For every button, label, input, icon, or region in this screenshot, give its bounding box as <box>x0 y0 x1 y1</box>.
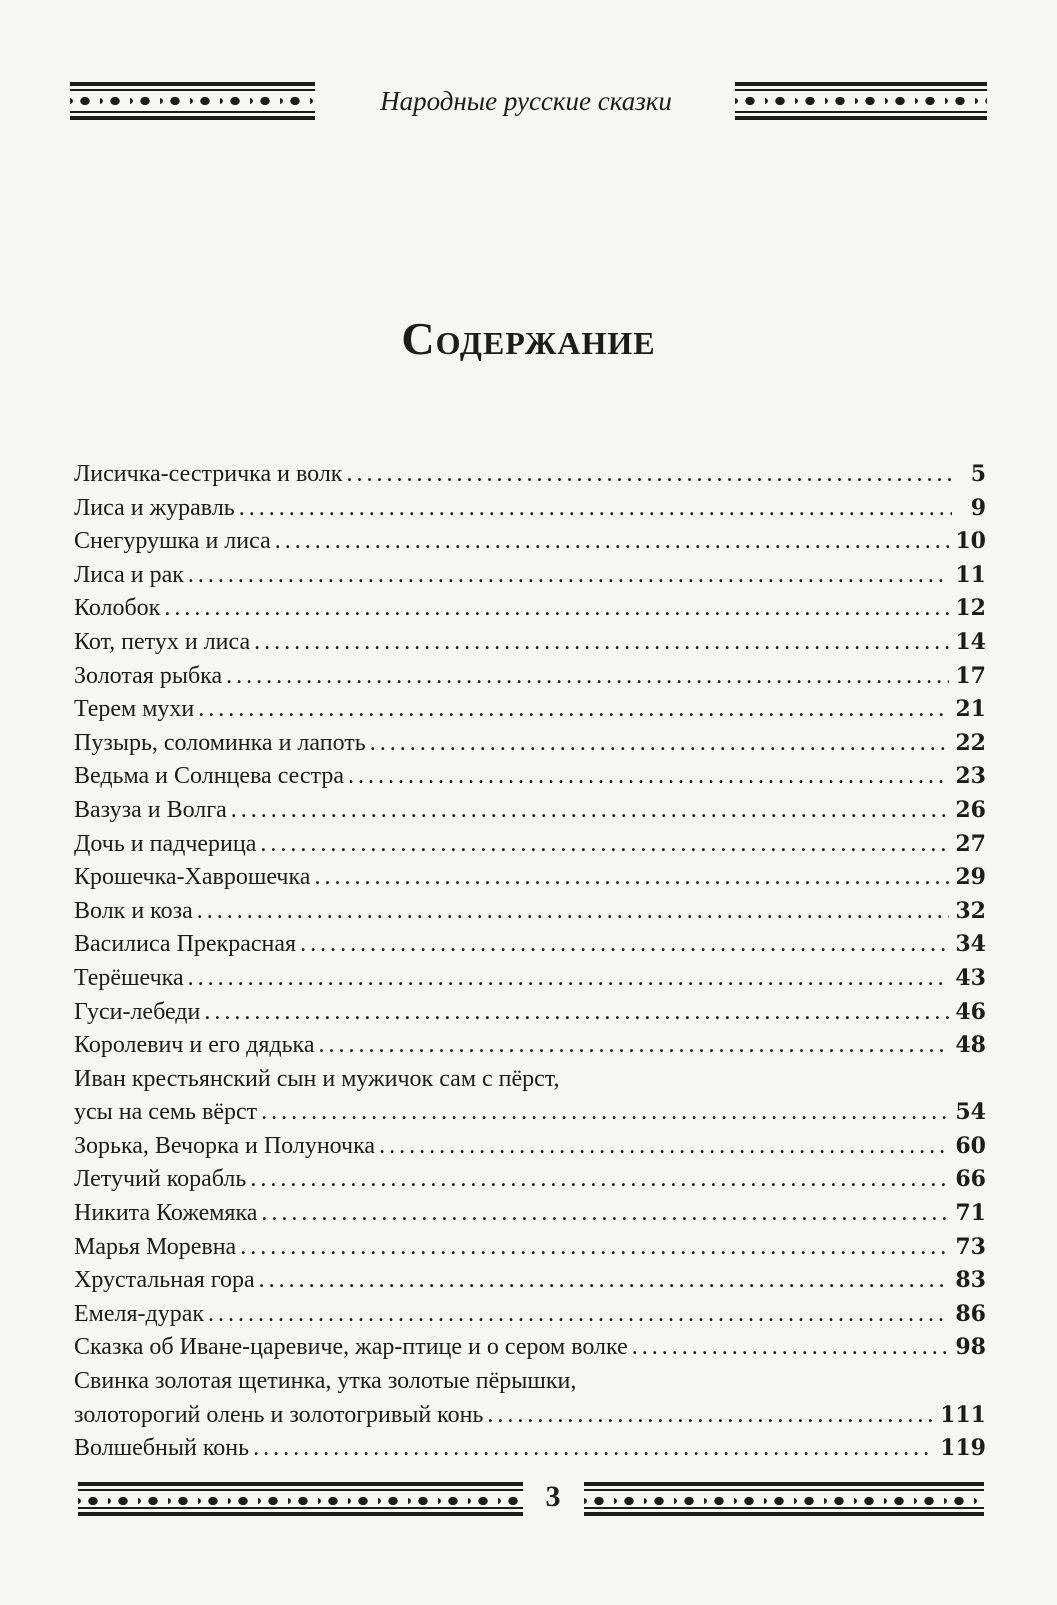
toc-entry-title: Гуси-лебеди <box>74 998 201 1025</box>
toc-dot-leader <box>253 1432 934 1466</box>
toc-entry <box>74 760 986 794</box>
toc-dot-leader <box>226 660 949 694</box>
toc-entry-page: 10 <box>955 528 986 555</box>
toc-entry <box>74 1197 986 1231</box>
toc-entry <box>74 962 986 996</box>
ornament-header-left <box>70 82 315 120</box>
toc-dot-leader <box>208 1298 949 1332</box>
toc-entry-title: Иван крестьянский сын и мужичок сам с пёрст, <box>74 1065 560 1092</box>
toc-entry-title: Лиса и рак <box>74 561 184 588</box>
toc-entry-page: 27 <box>955 830 986 857</box>
toc-entry <box>74 1231 986 1265</box>
toc-dot-leader <box>188 559 950 593</box>
toc-entry <box>74 1264 986 1298</box>
toc-entry <box>74 1029 986 1063</box>
ornament-footer-right <box>584 1482 984 1516</box>
toc-entry-page: 86 <box>955 1300 986 1327</box>
toc-entry <box>74 928 986 962</box>
toc-entry-page: 71 <box>955 1200 986 1227</box>
toc-entry-page: 22 <box>955 729 986 756</box>
page-title: Содержание <box>401 313 656 364</box>
toc-entry-page: 73 <box>955 1233 986 1260</box>
toc-entry-title: Марья Моревна <box>74 1233 237 1260</box>
toc-dot-leader <box>197 895 950 929</box>
toc-entry-page: 43 <box>955 964 986 991</box>
toc-dot-leader <box>261 1197 949 1231</box>
toc-entry <box>74 1298 986 1332</box>
toc-entry-title: Лиса и журавль <box>74 494 235 521</box>
toc-dot-leader <box>204 996 949 1030</box>
toc-entry-title: Свинка золотая щетинка, утка золотые пёрышки, <box>74 1368 577 1395</box>
toc-dot-leader <box>231 794 950 828</box>
toc-entry-page: 5 <box>970 461 986 487</box>
toc-dot-leader <box>261 1096 949 1130</box>
toc-dot-leader <box>487 1399 934 1433</box>
toc-entry <box>74 1331 986 1365</box>
toc-entry <box>74 1365 986 1399</box>
toc-entry-page: 12 <box>955 595 986 622</box>
toc-entry-title: Лисичка-сестричка и волк <box>74 461 343 487</box>
toc-entry-title: Крошечка-Хаврошечка <box>74 864 311 891</box>
toc-entry-page: 34 <box>955 931 986 958</box>
toc-entry <box>74 660 986 694</box>
toc-entry <box>74 1130 986 1164</box>
toc-entry-page: 9 <box>970 494 986 521</box>
toc-entry-title: Колобок <box>74 595 161 622</box>
toc-entry-title: Волшебный конь <box>74 1435 250 1462</box>
toc-entry-page: 111 <box>940 1401 986 1428</box>
toc-entry <box>74 794 986 828</box>
toc-entry-page: 32 <box>955 897 986 924</box>
ornament-header-right <box>735 82 987 120</box>
toc-entry <box>74 1432 986 1466</box>
ornament-footer-left <box>78 1482 523 1516</box>
toc-entry-title: Василиса Прекрасная <box>74 931 297 958</box>
toc-entry-page: 17 <box>955 662 986 689</box>
toc-dot-leader <box>314 861 949 895</box>
toc-dot-leader <box>259 1264 950 1298</box>
toc-entry <box>74 861 986 895</box>
toc-entry-title: Терем мухи <box>74 696 195 723</box>
toc-entry-title: Пузырь, соломинка и лапоть <box>74 729 366 756</box>
toc-entry <box>74 828 986 862</box>
toc-entry-title-continuation: золоторогий олень и золотогривый конь <box>74 1401 484 1428</box>
toc-entry-title: Волк и коза <box>74 897 193 924</box>
toc-entry <box>74 458 986 492</box>
toc-dot-leader <box>370 727 950 761</box>
toc-dot-leader <box>632 1331 950 1365</box>
toc-entry-title: Зорька, Вечорка и Полуночка <box>74 1132 376 1159</box>
toc-entry-title: Кот, петух и лиса <box>74 628 251 655</box>
toc-entry <box>74 727 986 761</box>
toc-entry-page: 119 <box>940 1435 986 1462</box>
toc-dot-leader <box>379 1130 949 1164</box>
toc-dot-leader <box>240 1231 949 1265</box>
page-number: 3 <box>545 1480 561 1513</box>
toc-dot-leader <box>239 492 952 526</box>
toc-entry-title: Терёшечка <box>74 964 184 991</box>
toc-entry-page: 98 <box>955 1334 986 1361</box>
toc-entry <box>74 693 986 727</box>
toc-entry-page: 21 <box>955 696 986 723</box>
toc-entry <box>74 626 986 660</box>
toc-entry-page: 29 <box>955 864 986 891</box>
toc-dot-leader <box>346 458 952 492</box>
toc-dot-leader <box>198 693 949 727</box>
toc-entry-title: Вазуза и Волга <box>74 796 227 823</box>
toc-entry <box>74 592 986 626</box>
toc-entry <box>74 492 986 526</box>
toc-entry <box>74 1063 986 1097</box>
toc-entry-title: Никита Кожемяка <box>74 1200 258 1227</box>
toc-dot-leader <box>254 626 949 660</box>
toc-entry-page: 60 <box>955 1132 986 1159</box>
running-head: Народные русские сказки <box>380 86 672 116</box>
toc-entry-title: Дочь и падчерица <box>74 830 257 857</box>
toc-entry-page: 11 <box>955 561 986 588</box>
toc-entry-title: Ведьма и Солнцева сестра <box>74 763 344 790</box>
toc-dot-leader <box>250 1163 949 1197</box>
toc-entry-title: Золотая рыбка <box>74 662 223 689</box>
toc-entry <box>74 895 986 929</box>
toc-entry-continuation <box>74 1096 986 1130</box>
toc-entry-title: Летучий корабль <box>74 1166 247 1193</box>
toc-dot-leader <box>348 760 949 794</box>
toc-entry-continuation <box>74 1399 986 1433</box>
toc-entry-title: Снегурушка и лиса <box>74 528 271 555</box>
toc-entry-page: 14 <box>955 628 986 655</box>
toc-entry-page: 46 <box>955 998 986 1025</box>
toc-entry-title: Емеля-дурак <box>74 1300 205 1327</box>
toc-dot-leader <box>300 928 949 962</box>
toc-entry-title: Сказка об Иване-царевиче, жар-птице и о сером волке <box>74 1334 628 1361</box>
toc-entry <box>74 525 986 559</box>
toc-dot-leader <box>164 592 949 626</box>
toc-entry-page: 23 <box>955 763 986 790</box>
toc-entry-page: 83 <box>955 1267 986 1294</box>
toc-entry-page: 66 <box>955 1166 986 1193</box>
toc-entry-page: 26 <box>955 796 986 823</box>
toc-entry-page: 54 <box>955 1099 986 1126</box>
toc-dot-leader <box>318 1029 949 1063</box>
toc-dot-leader <box>260 828 949 862</box>
toc-entry-title: Королевич и его дядька <box>74 1032 315 1059</box>
toc-entry-title-continuation: усы на семь вёрст <box>74 1099 258 1126</box>
toc-entry-page: 48 <box>955 1032 986 1059</box>
toc-entry <box>74 559 986 593</box>
table-of-contents <box>74 458 986 1466</box>
toc-entry <box>74 1163 986 1197</box>
toc-dot-leader <box>188 962 950 996</box>
toc-entry-title: Хрустальная гора <box>74 1267 255 1294</box>
toc-entry <box>74 996 986 1030</box>
toc-dot-leader <box>275 525 950 559</box>
